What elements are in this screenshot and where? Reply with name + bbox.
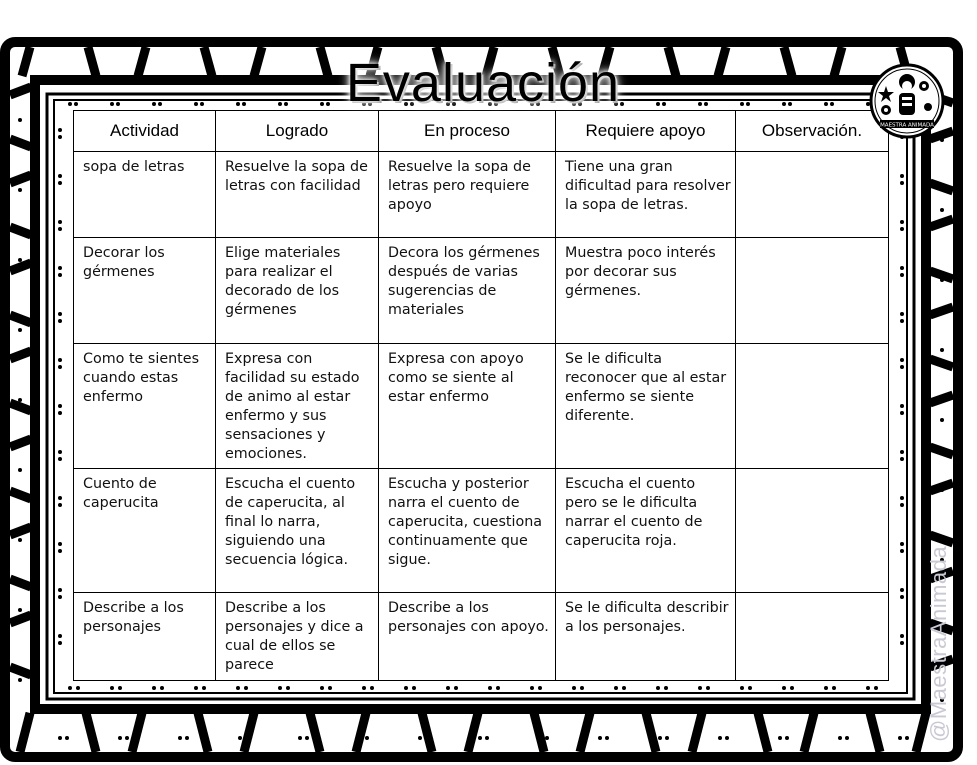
- border-dot: [478, 736, 482, 740]
- border-stripe: [834, 47, 842, 76]
- border-stripe: [10, 527, 31, 535]
- border-dot: [725, 736, 729, 740]
- border-dot: [202, 686, 206, 690]
- cell-actividad: sopa de letras: [74, 152, 216, 238]
- border-dot: [152, 686, 156, 690]
- border-dot: [286, 686, 290, 690]
- border-dot: [58, 641, 62, 645]
- border-dot: [418, 736, 422, 740]
- border-stripe: [10, 667, 31, 675]
- border-dot: [58, 411, 62, 415]
- border-stripe: [310, 713, 320, 752]
- border-dot: [900, 549, 904, 553]
- border-dot: [358, 736, 362, 740]
- border-dot: [65, 736, 69, 740]
- border-stripe: [86, 713, 96, 752]
- border-dot: [900, 273, 904, 277]
- border-dot: [118, 686, 122, 690]
- border-dot: [18, 678, 22, 682]
- border-dot: [940, 418, 944, 422]
- border-dot: [706, 686, 710, 690]
- border-dot: [698, 686, 702, 690]
- border-stripe: [20, 713, 30, 752]
- border-stripe: [132, 713, 142, 752]
- border-stripe: [468, 713, 478, 752]
- border-dot: [236, 102, 240, 106]
- cell-observacion: [736, 344, 889, 469]
- border-stripe: [916, 713, 926, 752]
- border-dot: [370, 686, 374, 690]
- border-dot: [18, 118, 22, 122]
- border-dot: [110, 686, 114, 690]
- cell-logrado: Describe a los personajes y dice a cual de ellos se parece: [216, 593, 379, 681]
- border-dot: [244, 686, 248, 690]
- border-dot: [116, 102, 120, 106]
- border-dot: [200, 102, 204, 106]
- border-dot: [58, 266, 62, 270]
- border-dot: [58, 273, 62, 277]
- cell-en-proceso: Describe a los personajes con apoyo.: [379, 593, 556, 681]
- border-dot: [832, 686, 836, 690]
- border-dot: [572, 686, 576, 690]
- border-dot: [68, 686, 72, 690]
- border-dot: [185, 736, 189, 740]
- border-stripe: [138, 47, 146, 76]
- page-title: Evaluación: [345, 53, 621, 113]
- border-dot: [446, 686, 450, 690]
- border-dot: [58, 404, 62, 408]
- cell-actividad: Como te sientes cuando estas enfermo: [74, 344, 216, 469]
- border-dot: [58, 358, 62, 362]
- border-dot: [488, 686, 492, 690]
- border-dot: [362, 686, 366, 690]
- border-dot: [328, 686, 332, 690]
- border-stripe: [10, 615, 31, 623]
- border-dot: [598, 736, 602, 740]
- border-dot: [110, 102, 114, 106]
- border-dot: [58, 736, 62, 740]
- border-dot: [900, 595, 904, 599]
- border-dot: [238, 736, 242, 740]
- border-dot: [58, 128, 62, 132]
- border-stripe: [10, 263, 31, 271]
- table-row: [74, 152, 889, 238]
- border-dot: [900, 641, 904, 645]
- cell-logrado: Expresa con facilidad su estado de animo al estar enfermo y sus sensaciones y emociones.: [216, 344, 379, 469]
- border-dot: [18, 188, 22, 192]
- border-dot: [152, 102, 156, 106]
- border-dot: [790, 686, 794, 690]
- border-dot: [58, 588, 62, 592]
- border-stripe: [254, 47, 262, 76]
- border-dot: [545, 736, 549, 740]
- border-stripe: [10, 139, 31, 147]
- border-dot: [664, 686, 668, 690]
- cell-en-proceso: Expresa con apoyo como se siente al estar enfermo: [379, 344, 556, 469]
- cell-requiere-apoyo: Muestra poco interés por decorar sus gérmenes.: [556, 238, 736, 344]
- border-dot: [900, 319, 904, 323]
- border-dot: [158, 102, 162, 106]
- border-stripe: [10, 403, 31, 411]
- border-stripe: [10, 315, 31, 323]
- header-actividad: Actividad: [74, 111, 216, 152]
- table-row: [74, 593, 889, 681]
- border-dot: [656, 102, 660, 106]
- logo-text: MAESTRA ANIMADA: [880, 122, 934, 129]
- cell-actividad: Decorar los gérmenes: [74, 238, 216, 344]
- border-dot: [748, 686, 752, 690]
- border-dot: [900, 457, 904, 461]
- border-stripe: [580, 713, 590, 752]
- border-dot: [284, 102, 288, 106]
- border-dot: [125, 736, 129, 740]
- header-observacion: Observación.: [736, 111, 889, 152]
- border-dot: [496, 686, 500, 690]
- cell-logrado: Resuelve la sopa de letras con facilidad: [216, 152, 379, 238]
- cell-observacion: [736, 238, 889, 344]
- border-dot: [425, 736, 429, 740]
- border-dot: [76, 686, 80, 690]
- border-stripe: [10, 87, 31, 95]
- border-dot: [900, 496, 904, 500]
- evaluation-rubric-table: [73, 110, 889, 681]
- border-dot: [845, 736, 849, 740]
- border-dot: [278, 102, 282, 106]
- border-dot: [365, 736, 369, 740]
- border-dot: [58, 135, 62, 139]
- border-dot: [58, 174, 62, 178]
- border-dot: [874, 686, 878, 690]
- border-dot: [900, 588, 904, 592]
- border-dot: [538, 686, 542, 690]
- border-dot: [782, 102, 786, 106]
- border-dot: [900, 227, 904, 231]
- border-dot: [580, 686, 584, 690]
- border-dot: [454, 686, 458, 690]
- cell-observacion: [736, 469, 889, 593]
- border-stripe: [10, 175, 31, 183]
- border-stripe: [930, 447, 953, 455]
- table-row: [74, 469, 889, 593]
- cell-logrado: Elige materiales para realizar el decorado de los gérmenes: [216, 238, 379, 344]
- border-dot: [830, 102, 834, 106]
- border-dot: [900, 404, 904, 408]
- border-dot: [68, 102, 72, 106]
- maestra-animada-logo: [868, 62, 946, 140]
- border-stripe: [758, 713, 768, 752]
- border-dot: [58, 549, 62, 553]
- border-dot: [622, 686, 626, 690]
- border-stripe: [22, 47, 30, 76]
- border-dot: [704, 102, 708, 106]
- border-dot: [900, 411, 904, 415]
- border-dot: [194, 686, 198, 690]
- border-dot: [746, 102, 750, 106]
- table-header-row: [74, 111, 889, 152]
- border-stripe: [422, 713, 432, 752]
- border-stripe: [10, 579, 31, 587]
- border-stripe: [870, 713, 880, 752]
- border-stripe: [668, 47, 676, 76]
- border-dot: [18, 328, 22, 332]
- border-dot: [194, 102, 198, 106]
- cell-observacion: [736, 593, 889, 681]
- border-dot: [788, 102, 792, 106]
- border-dot: [740, 102, 744, 106]
- border-stripe: [646, 713, 656, 752]
- border-stripe: [88, 47, 96, 76]
- border-dot: [900, 220, 904, 224]
- cell-actividad: Cuento de caperucita: [74, 469, 216, 593]
- border-stripe: [930, 271, 953, 279]
- border-dot: [58, 595, 62, 599]
- border-dot: [18, 258, 22, 262]
- header-requiere-apoyo: Requiere apoyo: [556, 111, 736, 152]
- border-dot: [58, 503, 62, 507]
- cell-en-proceso: Escucha y posterior narra el cuento de caperucita, cuestiona continuamente que sigue.: [379, 469, 556, 593]
- border-dot: [236, 686, 240, 690]
- border-dot: [905, 736, 909, 740]
- border-dot: [58, 634, 62, 638]
- border-stripe: [930, 183, 953, 191]
- border-dot: [305, 736, 309, 740]
- border-dot: [940, 348, 944, 352]
- border-stripe: [244, 713, 254, 752]
- header-en-proceso: En proceso: [379, 111, 556, 152]
- table-row: [74, 344, 889, 469]
- cell-requiere-apoyo: Se le dificulta reconocer que al estar enfermo se siente diferente.: [556, 344, 736, 469]
- border-stripe: [804, 713, 814, 752]
- border-dot: [320, 686, 324, 690]
- border-dot: [160, 686, 164, 690]
- border-dot: [900, 358, 904, 362]
- border-stripe: [718, 47, 726, 76]
- border-dot: [940, 488, 944, 492]
- border-dot: [785, 736, 789, 740]
- cell-requiere-apoyo: Se le dificulta describir a los personajes.: [556, 593, 736, 681]
- border-dot: [900, 312, 904, 316]
- border-dot: [58, 227, 62, 231]
- border-stripe: [930, 219, 953, 227]
- border-dot: [900, 450, 904, 454]
- border-dot: [900, 634, 904, 638]
- border-stripe: [198, 713, 208, 752]
- border-dot: [900, 266, 904, 270]
- border-dot: [18, 608, 22, 612]
- border-stripe: [930, 395, 953, 403]
- border-stripe: [204, 47, 212, 76]
- border-dot: [58, 542, 62, 546]
- cell-requiere-apoyo: Tiene una gran dificultad para resolver la sopa de letras.: [556, 152, 736, 238]
- border-stripe: [692, 713, 702, 752]
- border-stripe: [10, 491, 31, 499]
- border-dot: [866, 686, 870, 690]
- border-stripe: [10, 439, 31, 447]
- border-dot: [404, 686, 408, 690]
- border-dot: [58, 457, 62, 461]
- border-dot: [698, 102, 702, 106]
- border-dot: [18, 468, 22, 472]
- border-dot: [178, 736, 182, 740]
- border-stripe: [784, 47, 792, 76]
- border-dot: [900, 503, 904, 507]
- border-dot: [665, 736, 669, 740]
- border-dot: [242, 102, 246, 106]
- border-dot: [58, 319, 62, 323]
- cell-observacion: [736, 152, 889, 238]
- border-dot: [838, 736, 842, 740]
- border-dot: [278, 686, 282, 690]
- watermark: @MaestraAnimada: [926, 545, 951, 742]
- border-dot: [614, 686, 618, 690]
- border-dot: [900, 181, 904, 185]
- border-dot: [538, 736, 542, 740]
- border-dot: [58, 181, 62, 185]
- border-dot: [485, 736, 489, 740]
- border-dot: [74, 102, 78, 106]
- cell-logrado: Escucha el cuento de caperucita, al final lo narra, siguiendo una secuencia lógica.: [216, 469, 379, 593]
- border-dot: [662, 102, 666, 106]
- border-stripe: [10, 227, 31, 235]
- border-dot: [18, 538, 22, 542]
- border-dot: [940, 278, 944, 282]
- border-dot: [118, 736, 122, 740]
- border-dot: [658, 736, 662, 740]
- border-dot: [778, 736, 782, 740]
- cell-en-proceso: Resuelve la sopa de letras pero requiere apoyo: [379, 152, 556, 238]
- border-stripe: [10, 351, 31, 359]
- border-stripe: [930, 359, 953, 367]
- border-stripe: [930, 535, 953, 543]
- border-dot: [58, 496, 62, 500]
- border-dot: [656, 686, 660, 690]
- border-stripe: [930, 307, 953, 315]
- border-dot: [900, 174, 904, 178]
- border-dot: [898, 736, 902, 740]
- border-dot: [940, 208, 944, 212]
- border-dot: [58, 312, 62, 316]
- border-dot: [900, 542, 904, 546]
- border-stripe: [356, 713, 366, 752]
- border-dot: [824, 102, 828, 106]
- border-dot: [412, 686, 416, 690]
- border-dot: [782, 686, 786, 690]
- border-dot: [824, 686, 828, 690]
- border-dot: [530, 686, 534, 690]
- cell-requiere-apoyo: Escucha el cuento pero se le dificulta narrar el cuento de caperucita roja.: [556, 469, 736, 593]
- border-dot: [18, 398, 22, 402]
- cell-actividad: Describe a los personajes: [74, 593, 216, 681]
- border-dot: [58, 220, 62, 224]
- border-dot: [718, 736, 722, 740]
- border-dot: [298, 736, 302, 740]
- border-stripe: [534, 713, 544, 752]
- border-dot: [245, 736, 249, 740]
- border-dot: [740, 686, 744, 690]
- header-logrado: Logrado: [216, 111, 379, 152]
- border-dot: [605, 736, 609, 740]
- border-dot: [58, 450, 62, 454]
- table-row: [74, 238, 889, 344]
- border-dot: [58, 365, 62, 369]
- cell-en-proceso: Decora los gérmenes después de varias sugerencias de materiales: [379, 238, 556, 344]
- border-dot: [900, 365, 904, 369]
